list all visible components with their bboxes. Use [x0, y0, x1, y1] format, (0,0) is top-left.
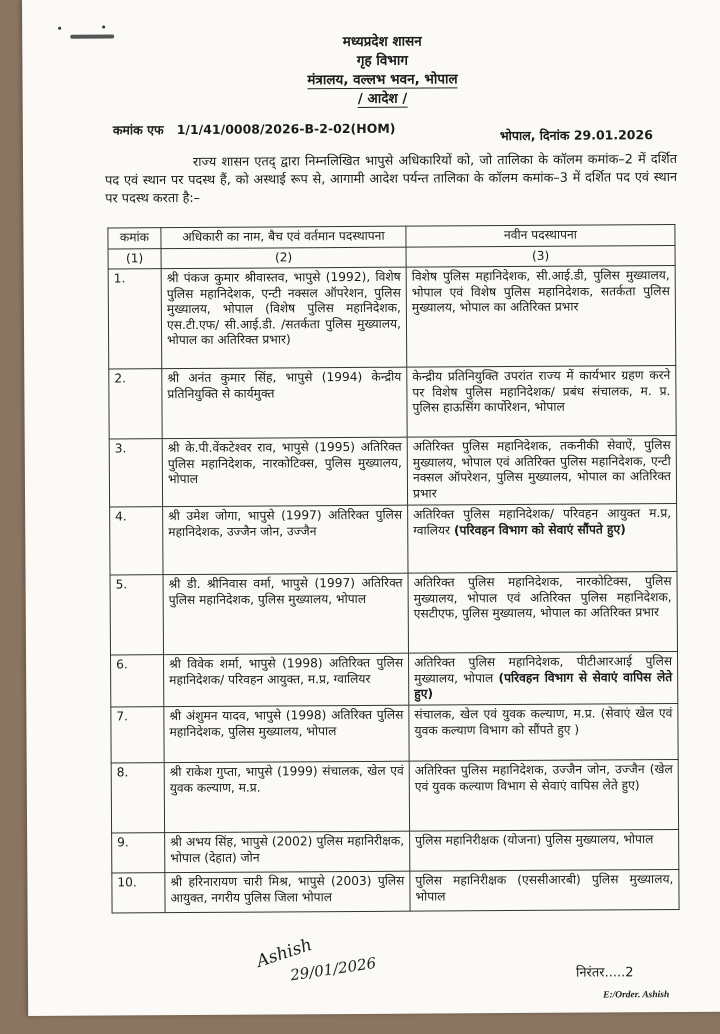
order-date: 29.01.2026: [573, 127, 653, 143]
staple-hole: [58, 27, 61, 30]
serial-number: 1.: [108, 269, 162, 369]
new-posting: पुलिस महानिरीक्षक (एससीआरबी) पुलिस मुख्यालय, भोपाल: [410, 870, 679, 912]
new-posting: पुलिस महानिरीक्षक (योजना) पुलिस मुख्यालय, भोपाल: [410, 830, 679, 872]
ministry-address: मंत्रालय, वल्लभ भवन, भोपाल: [307, 71, 458, 89]
government-name: मध्यप्रदेश शासन: [342, 33, 422, 51]
new-posting: अतिरिक्त पुलिस महानिदेशक, उज्जैन जोन, उज्जैन (खेल एवं युवक कल्याण विभाग से सेवाएं वापिस लेते हुए): [409, 760, 678, 832]
current-posting: श्री पंकज कुमार श्रीवास्तव, भापुसे (1992), विशेष पुलिस महानिदेशक, एन्टी नक्सल ऑपरेशन, पुलिस मुख्यालय, भोपाल (विशेष पुलिस महानिदेशक, एस.टी.एफ/ सी.आई.डी. /सतर्कता पुलिस मुख्यालय, भोपाल का अतिरिक्त प्रभार): [161, 267, 407, 368]
serial-number: 8.: [111, 763, 164, 833]
current-posting: श्री हरिनारायण चारी मिश्र, भापुसे (2003) पुलिस आयुक्त, नगरीय पुलिस जिला भोपाल: [165, 871, 410, 912]
table-row: [112, 830, 679, 873]
table-row: [108, 266, 676, 369]
serial-number: 5.: [110, 575, 163, 655]
table-row: [110, 504, 677, 575]
current-posting: श्री डी. श्रीनिवास वर्मा, भापुसे (1997) अतिरिक्त पुलिस महानिदेशक, पुलिस मुख्यालय, भोपाल: [163, 573, 408, 654]
table-row: [110, 572, 677, 655]
current-posting: श्री अभय सिंह, भापुसे (2002) पुलिस महानिरीक्षक, भोपाल (देहात) जोन: [165, 831, 410, 872]
order-intro-paragraph: राज्य शासन एतद् द्वारा निम्नलिखित भापुसे अधिकारियों को, जो तालिका के कॉलम कमांक–2 में दर्शित पद एवं स्थान पर पदस्थ हैं, को अस्थाई रूप से, आगामी आदेश पर्यन्त तालिका के कॉलम कमांक–3 में दर्शित पद एवं स्थान पर पदस्थ करता है:–: [105, 152, 678, 207]
table-row: [111, 652, 678, 707]
current-posting: श्री के.पी.वेंकटेश्वर राव, भापुसे (1995) अतिरिक्त पुलिस महानिदेशक, नारकोटिक्स, पुलिस मुख्यालय, भोपाल: [162, 437, 407, 506]
serial-number: 7.: [111, 707, 164, 763]
reference-label: कमांक एफ: [112, 122, 164, 138]
current-posting: श्री राकेश गुप्ता, भापुसे (1999) संचालक, खेल एवं युवक कल्याण, म.प्र.: [164, 761, 409, 832]
col-header-current-posting: अधिकारी का नाम, बैच एवं वर्तमान पदस्थापना: [161, 226, 406, 248]
current-posting: श्री अनंत कुमार सिंह, भापुसे (1994) केन्द्रीय प्रतिनियुक्ति से कार्यमुक्त: [162, 367, 407, 438]
signature: Ashish: [254, 934, 315, 972]
reference-number: [113, 120, 396, 139]
current-posting: श्री विवेक शर्मा, भापुसे (1998) अतिरिक्त पुलिस महानिदेशक/ परिवहन आयुक्त, म.प्र, ग्वालियर: [164, 653, 409, 706]
col-number-1: (1): [108, 248, 161, 269]
current-posting: श्री उमेश जोगा, भापुसे (1997) अतिरिक्त पुलिस महानिदेशक, उज्जैन जोन, उज्जैन: [163, 505, 408, 574]
new-posting: विशेष पुलिस महानिदेशक, सी.आई.डी, पुलिस मुख्यालय, भोपाल एवं विशेष पुलिस महानिदेशक, सतर्कता पुलिस मुख्यालय, भोपाल का अतिरिक्त प्रभार: [406, 266, 676, 368]
remark-bold: (परिवहन विभाग को सेवाएं सौंपते हुए): [453, 521, 626, 537]
place-date-label: भोपाल, दिनांक: [499, 127, 570, 144]
new-posting: संचालक, खेल एवं युवक कल्याण, म.प्र. (सेवाएं खेल एवं युवक कल्याण विभाग को सौंपते हुए ): [409, 704, 678, 762]
serial-number: 10.: [112, 873, 165, 913]
new-posting: अतिरिक्त पुलिस महानिदेशक, पीटीआरआई पुलिस मुख्यालय, भोपाल (परिवहन विभाग से सेवाएं वापिस लेते हुए): [408, 652, 677, 706]
serial-number: 3.: [109, 439, 162, 507]
col-number-2: (2): [161, 247, 406, 269]
new-posting: अतिरिक्त पुलिस महानिदेशक/ परिवहन आयुक्त म.प्र, ग्वालियर (परिवहन विभाग को सेवाएं सौंपते हुए): [408, 504, 677, 574]
transfer-table: [107, 224, 679, 913]
serial-number: 9.: [112, 833, 165, 873]
col-number-3: (3): [406, 245, 675, 267]
order-title: / आदेश /: [357, 90, 408, 107]
new-posting: अतिरिक्त पुलिस महानिदेशक, तकनीकी सेवाऐं, पुलिस मुख्यालय, भोपाल एवं अतिरिक्त पुलिस महानिदेशक, एन्टी नक्सल ऑपरेशन, पुलिस मुख्यालय, भोपाल का अतिरिक्त प्रभार: [407, 436, 676, 506]
serial-number: 4.: [110, 507, 163, 575]
remark-bold: (परिवहन विभाग से सेवाएं वापिस लेते हुए): [414, 669, 673, 701]
reference-value: 1/1/41/0008/2026-B-2-02(HOM): [176, 120, 396, 138]
col-header-serial: कमांक: [108, 228, 161, 249]
new-posting: अतिरिक्त पुलिस महानिदेशक, नारकोटिक्स, पुलिस मुख्यालय, भोपाल एवं अतिरिक्त पुलिस महानिदेशक, एसटीएफ, पुलिस मुख्यालय, भोपाल का अतिरिक्त प्रभार: [408, 572, 677, 654]
signature-date: 29/01/2026: [289, 953, 378, 985]
table-row: [111, 704, 678, 763]
table-row: [111, 760, 678, 833]
current-posting: श्री अंशुमन यादव, भापुसे (1998) अतिरिक्त पुलिस महानिदेशक, पुलिस मुख्यालय, भोपाल: [164, 705, 409, 762]
table-row: [109, 366, 676, 439]
document-page: [22, 0, 720, 1016]
staple-hole: [102, 25, 105, 28]
place-date: [500, 126, 653, 144]
col-header-new-posting: नवीन पदस्थापना: [406, 225, 675, 247]
department-name: गृह विभाग: [356, 52, 408, 69]
serial-number: 2.: [109, 369, 162, 439]
new-posting: केन्द्रीय प्रतिनियुक्ति उपरांत राज्य में कार्यभार ग्रहण करने पर विशेष पुलिस महानिदेशक/ प्रबंध संचालक, म. प्र. पुलिस हाऊसिंग कार्पोरेशन, भोपाल: [407, 366, 676, 438]
file-path: E:/Order. Ashish: [603, 990, 670, 1001]
continued-marker: निरंतर.....2: [575, 965, 634, 981]
table-row: [112, 870, 679, 913]
table-row: [109, 436, 676, 507]
serial-number: 6.: [111, 655, 164, 707]
